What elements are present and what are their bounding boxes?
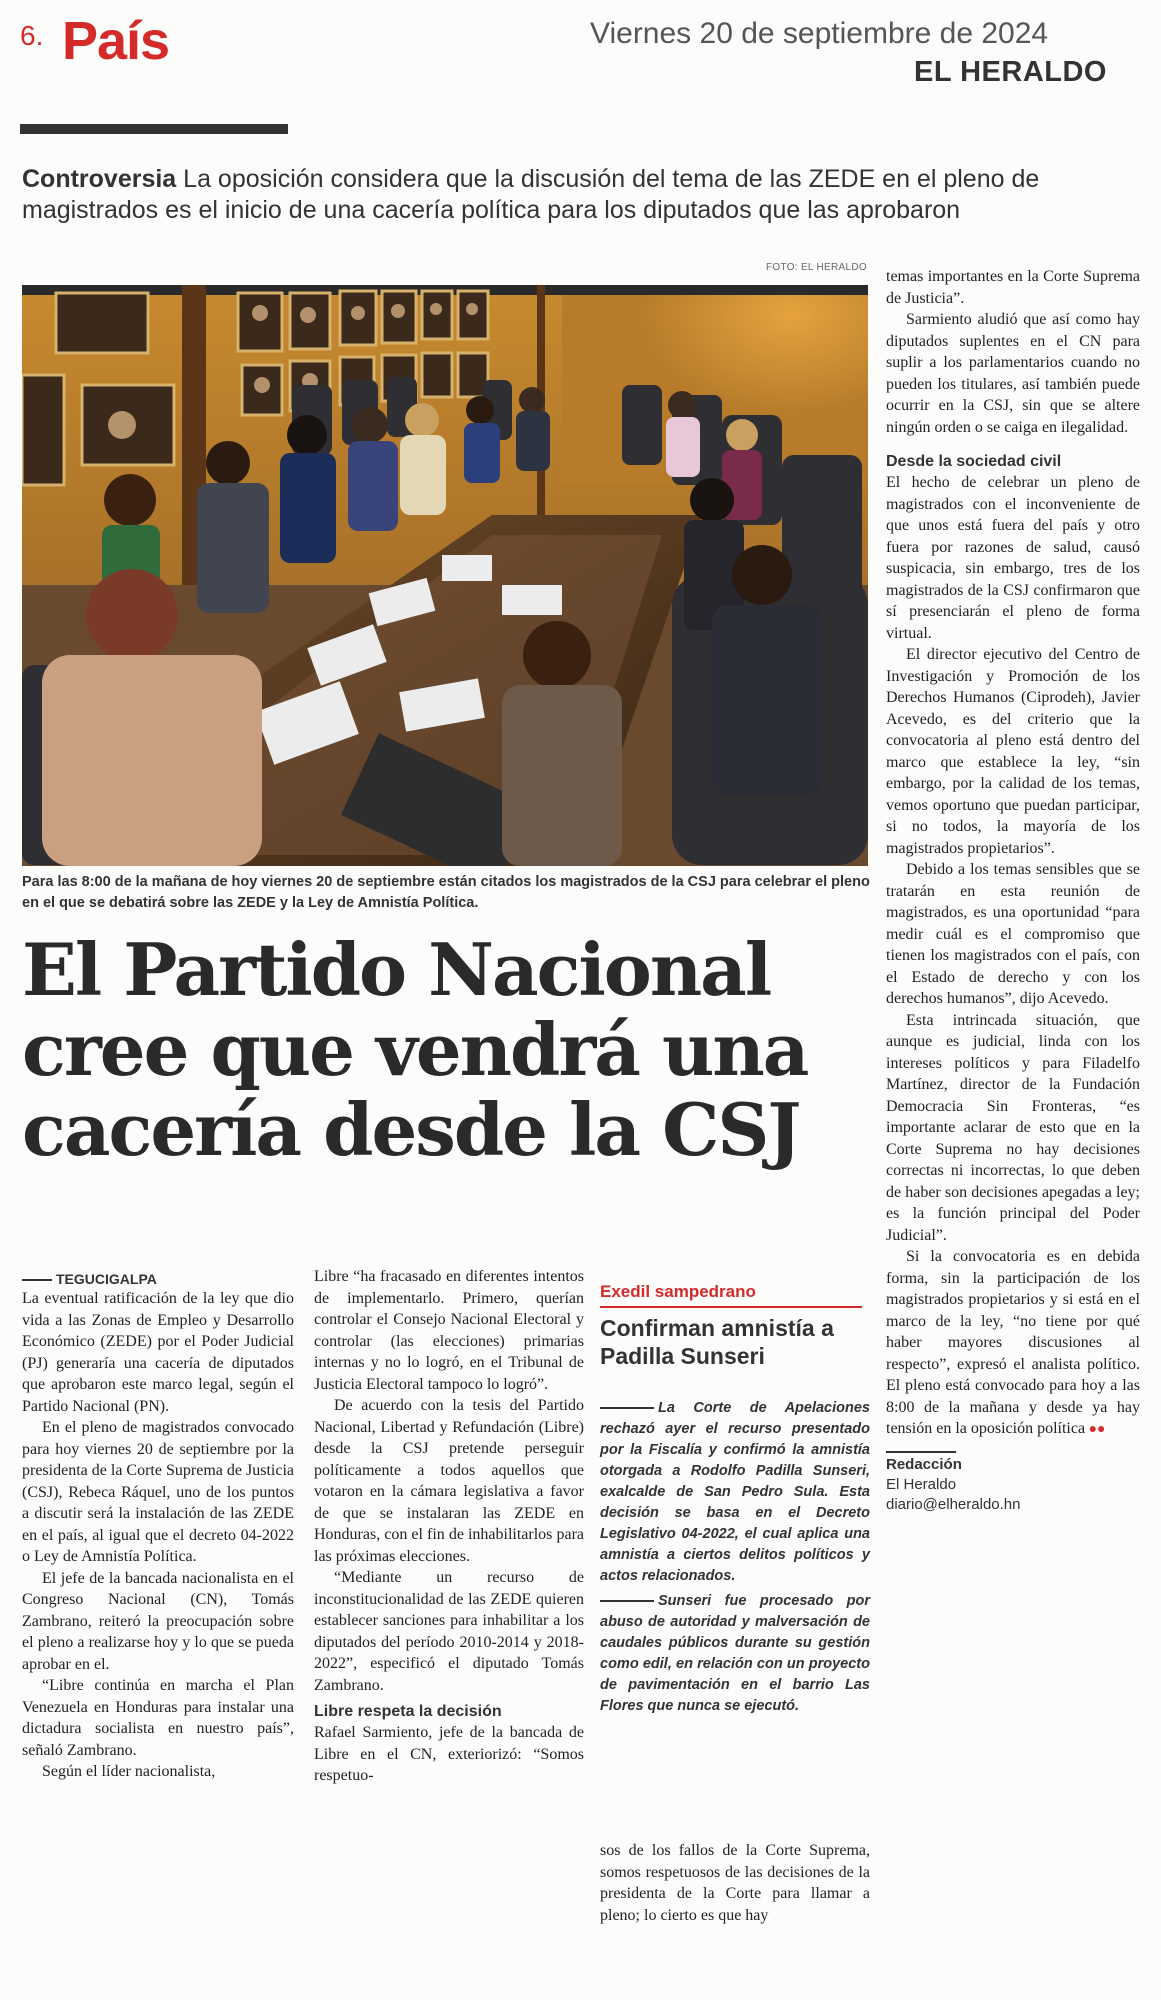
body-paragraph: De acuerdo con la tesis del Partido Nacional, Libertad y Refundación (Libre) desde la CSJ pretende perseguir políticamente a todos aquellos que votaron en la cámara legislativa a favor de que se instalaran las ZEDE en Honduras, con el fin de inhabilitarlos para las próximas elecciones. [314, 1397, 584, 1565]
sidebar-kicker: Exedil sampedrano [600, 1282, 756, 1301]
section-title: País [62, 11, 170, 71]
byline-org: El Heraldo [886, 1475, 957, 1493]
sidebar-paragraph-rule [600, 1600, 654, 1602]
sidebar-paragraph-text: Sunseri fue procesado por abuso de autoridad y malversación de caudales públicos durante su gestión como edil, en relación con un proyecto de pavimentación en el barrio Las Flores que nunca se ejecutó. [600, 1593, 870, 1714]
sidebar-paragraph-text: La Corte de Apelaciones rechazó ayer el recurso presentado por la Fiscalía y confirmó la amnistía otorgada a Rodolfo Padilla Sunseri, exalcalde de San Pedro Sula. Esta decisión se basa en el Decreto Legislativo 04-2022, el cual aplica una amnistía a ciertos delitos políticos y actos relacionados. [600, 1400, 870, 1584]
body-paragraph [886, 1246, 1140, 1441]
body-paragraph: Rafael Sarmiento, jefe de la bancada de Libre en el CN, exteriorizó: “Somos respetuo- [314, 1724, 584, 1784]
body-paragraph: El hecho de celebrar un pleno de magistrados con el inconveniente de que unos está fuera del país y otro fuera por razones de salud, causó suspicacia, sin embargo, tres de los magistrados de la CSJ confirmaron que sí presenciarán el pleno de forma virtual. [886, 474, 1140, 642]
subhead-sociedad-civil: Desde la sociedad civil [886, 453, 1062, 470]
body-paragraph: Sarmiento aludió que así como hay diputados suplentes en el CN para suplir a los parlamentarios cuando no pueden los titulares, así también puede ocurrir en la CSJ, sin que se altere ningún orden o se caiga en ilegalidad. [886, 311, 1140, 436]
dateline-rule [22, 1279, 52, 1281]
body-paragraph: “Libre continúa en marcha el Plan Venezuela en Honduras para instalar una dictadura socialista en nuestro país”, señaló Zambrano. [22, 1677, 294, 1759]
body-paragraph: El director ejecutivo del Centro de Investigación y Promoción de los Derechos Humanos (Ciprodeh), Javier Acevedo, es del criterio que la convocatoria al pleno está dentro del marco que establece la ley, “sin embargo, por la calidad de los temas, vemos oportuno que puedan participar, si no todos, la mayoría de los magistrados propietarios”. [886, 646, 1140, 857]
photo-credit: FOTO: EL HERALDO [766, 262, 867, 273]
body-paragraph: La eventual ratificación de la ley que dio vida a las Zonas de Empleo y Desarrollo Económico (ZEDE) por el Poder Judicial (PJ) generaría una cacería de diputados que aprobaron este marco legal, según el Partido Nacional (PN). [22, 1290, 294, 1415]
body-paragraph: Debido a los temas sensibles que se tratarán en esta reunión de magistrados, es una oportunidad “para medir cuál es el compromiso que tienen los magistrados con el país, con el Estado de derecho y con los derechos humanos”, dijo Acevedo. [886, 861, 1140, 1007]
article-column-2 [314, 1266, 584, 1787]
body-paragraph: Esta intrincada situación, que aunque es judicial, linda con los intereses políticos y para Filadelfo Martínez, director de la Fundación Democracia Sin Fronteras, “es importante aclarar de esto que en la Corte Suprema no hay decisiones correctas ni incorrectas, lo que deben de haber son decisiones apegadas a ley; es la función principal del Poder Judicial”. [886, 1011, 1140, 1244]
photo-caption: Para las 8:00 de la mañana de hoy viernes 20 de septiembre están citados los magistrados de la CSJ para celebrar el pleno en el que se debatirá sobre las ZEDE y la Ley de Amnistía Política. [22, 874, 870, 911]
article-column-4 [886, 266, 1140, 1515]
sidebar-paragraph-1 [600, 1398, 870, 1587]
publication-name: EL HERALDO [914, 56, 1107, 88]
body-paragraph: En el pleno de magistrados convocado para hoy viernes 20 de septiembre por la presidenta de la Corte Suprema de Justicia (CSJ), Rebeca Ráquel, uno de los puntos a discutir será la instalación de las ZEDE en el país, al igual que el decreto 04-2022 o Ley de Amnistía Política. [22, 1419, 294, 1565]
headline-line-1: El Partido Nacional [22, 927, 771, 1012]
byline-email: diario@elheraldo.hn [886, 1495, 1021, 1513]
body-paragraph: El jefe de la bancada nacionalista en el Congreso Nacional (CN), Tomás Zambrano, reiteró la preocupación sobre el pleno a realizarse hoy y lo que se pueda aprobar en el. [22, 1569, 294, 1673]
sidebar-box [600, 1282, 870, 1717]
sidebar-kicker-rule [600, 1306, 862, 1308]
article-column-1 [22, 1270, 294, 1783]
byline-label: Redacción [886, 1455, 962, 1473]
body-paragraph-text: Si la convocatoria es en debida forma, sin la participación de los magistrados propietarios y si está en el marco de la ley, “no tiene por qué haber mayores discusiones al respecto”, expresó el analista político. El pleno está convocado para hoy a las 8:00 de la mañana y desde ya hay tensión en la oposición política [886, 1248, 1140, 1437]
dateline-text: TEGUCIGALPA [56, 1271, 157, 1287]
page-number: 6. [20, 20, 44, 51]
deck-text: La oposición considera que la discusión del tema de las ZEDE en el pleno de magistrados es el inicio de una cacería política para los diputados que las aprobaron [22, 165, 1040, 224]
deck [22, 164, 1142, 226]
dateline [22, 1270, 294, 1288]
header-divider [20, 124, 288, 134]
subhead-libre: Libre respeta la decisión [314, 1703, 502, 1720]
body-paragraph: sos de los fallos de la Corte Suprema, somos respetuosos de las decisiones de la presidenta de la Corte para llamar a pleno; lo cierto es que hay [600, 1842, 870, 1924]
headline [22, 927, 882, 1172]
body-paragraph: Según el líder nacionalista, [42, 1763, 216, 1780]
end-mark: ●● [1085, 1422, 1106, 1437]
body-paragraph: Libre “ha fracasado en diferentes intentos de implementarlo. Primero, querían controlar el Consejo Nacional Electoral y controlar (las elecciones) primarias internas y no lo logró, en el Tribunal de Justicia Electoral tampoco lo logró”. [314, 1268, 584, 1393]
byline-rule [886, 1451, 956, 1453]
sidebar-title: Confirman amnistía a Padilla Sunseri [600, 1315, 834, 1369]
sidebar-paragraph-rule [600, 1407, 654, 1409]
news-photo [22, 285, 868, 866]
headline-line-2: cree que vendrá una [22, 1007, 808, 1092]
sidebar-paragraph-2 [600, 1591, 870, 1717]
article-column-3-bottom [600, 1840, 870, 1926]
meeting-room-photo [22, 285, 868, 866]
headline-line-3: cacería desde la CSJ [22, 1087, 800, 1172]
body-paragraph: “Mediante un recurso de inconstitucionalidad de las ZEDE quieren establecer sanciones para inhabilitar a los diputados del período 2010-2014 y 2018-2022”, especificó el diputado Tomás Zambrano. [314, 1569, 584, 1694]
body-paragraph: temas importantes en la Corte Suprema de Justicia”. [886, 268, 1140, 307]
deck-label: Controversia [22, 165, 177, 193]
issue-date: Viernes 20 de septiembre de 2024 [590, 17, 1049, 50]
